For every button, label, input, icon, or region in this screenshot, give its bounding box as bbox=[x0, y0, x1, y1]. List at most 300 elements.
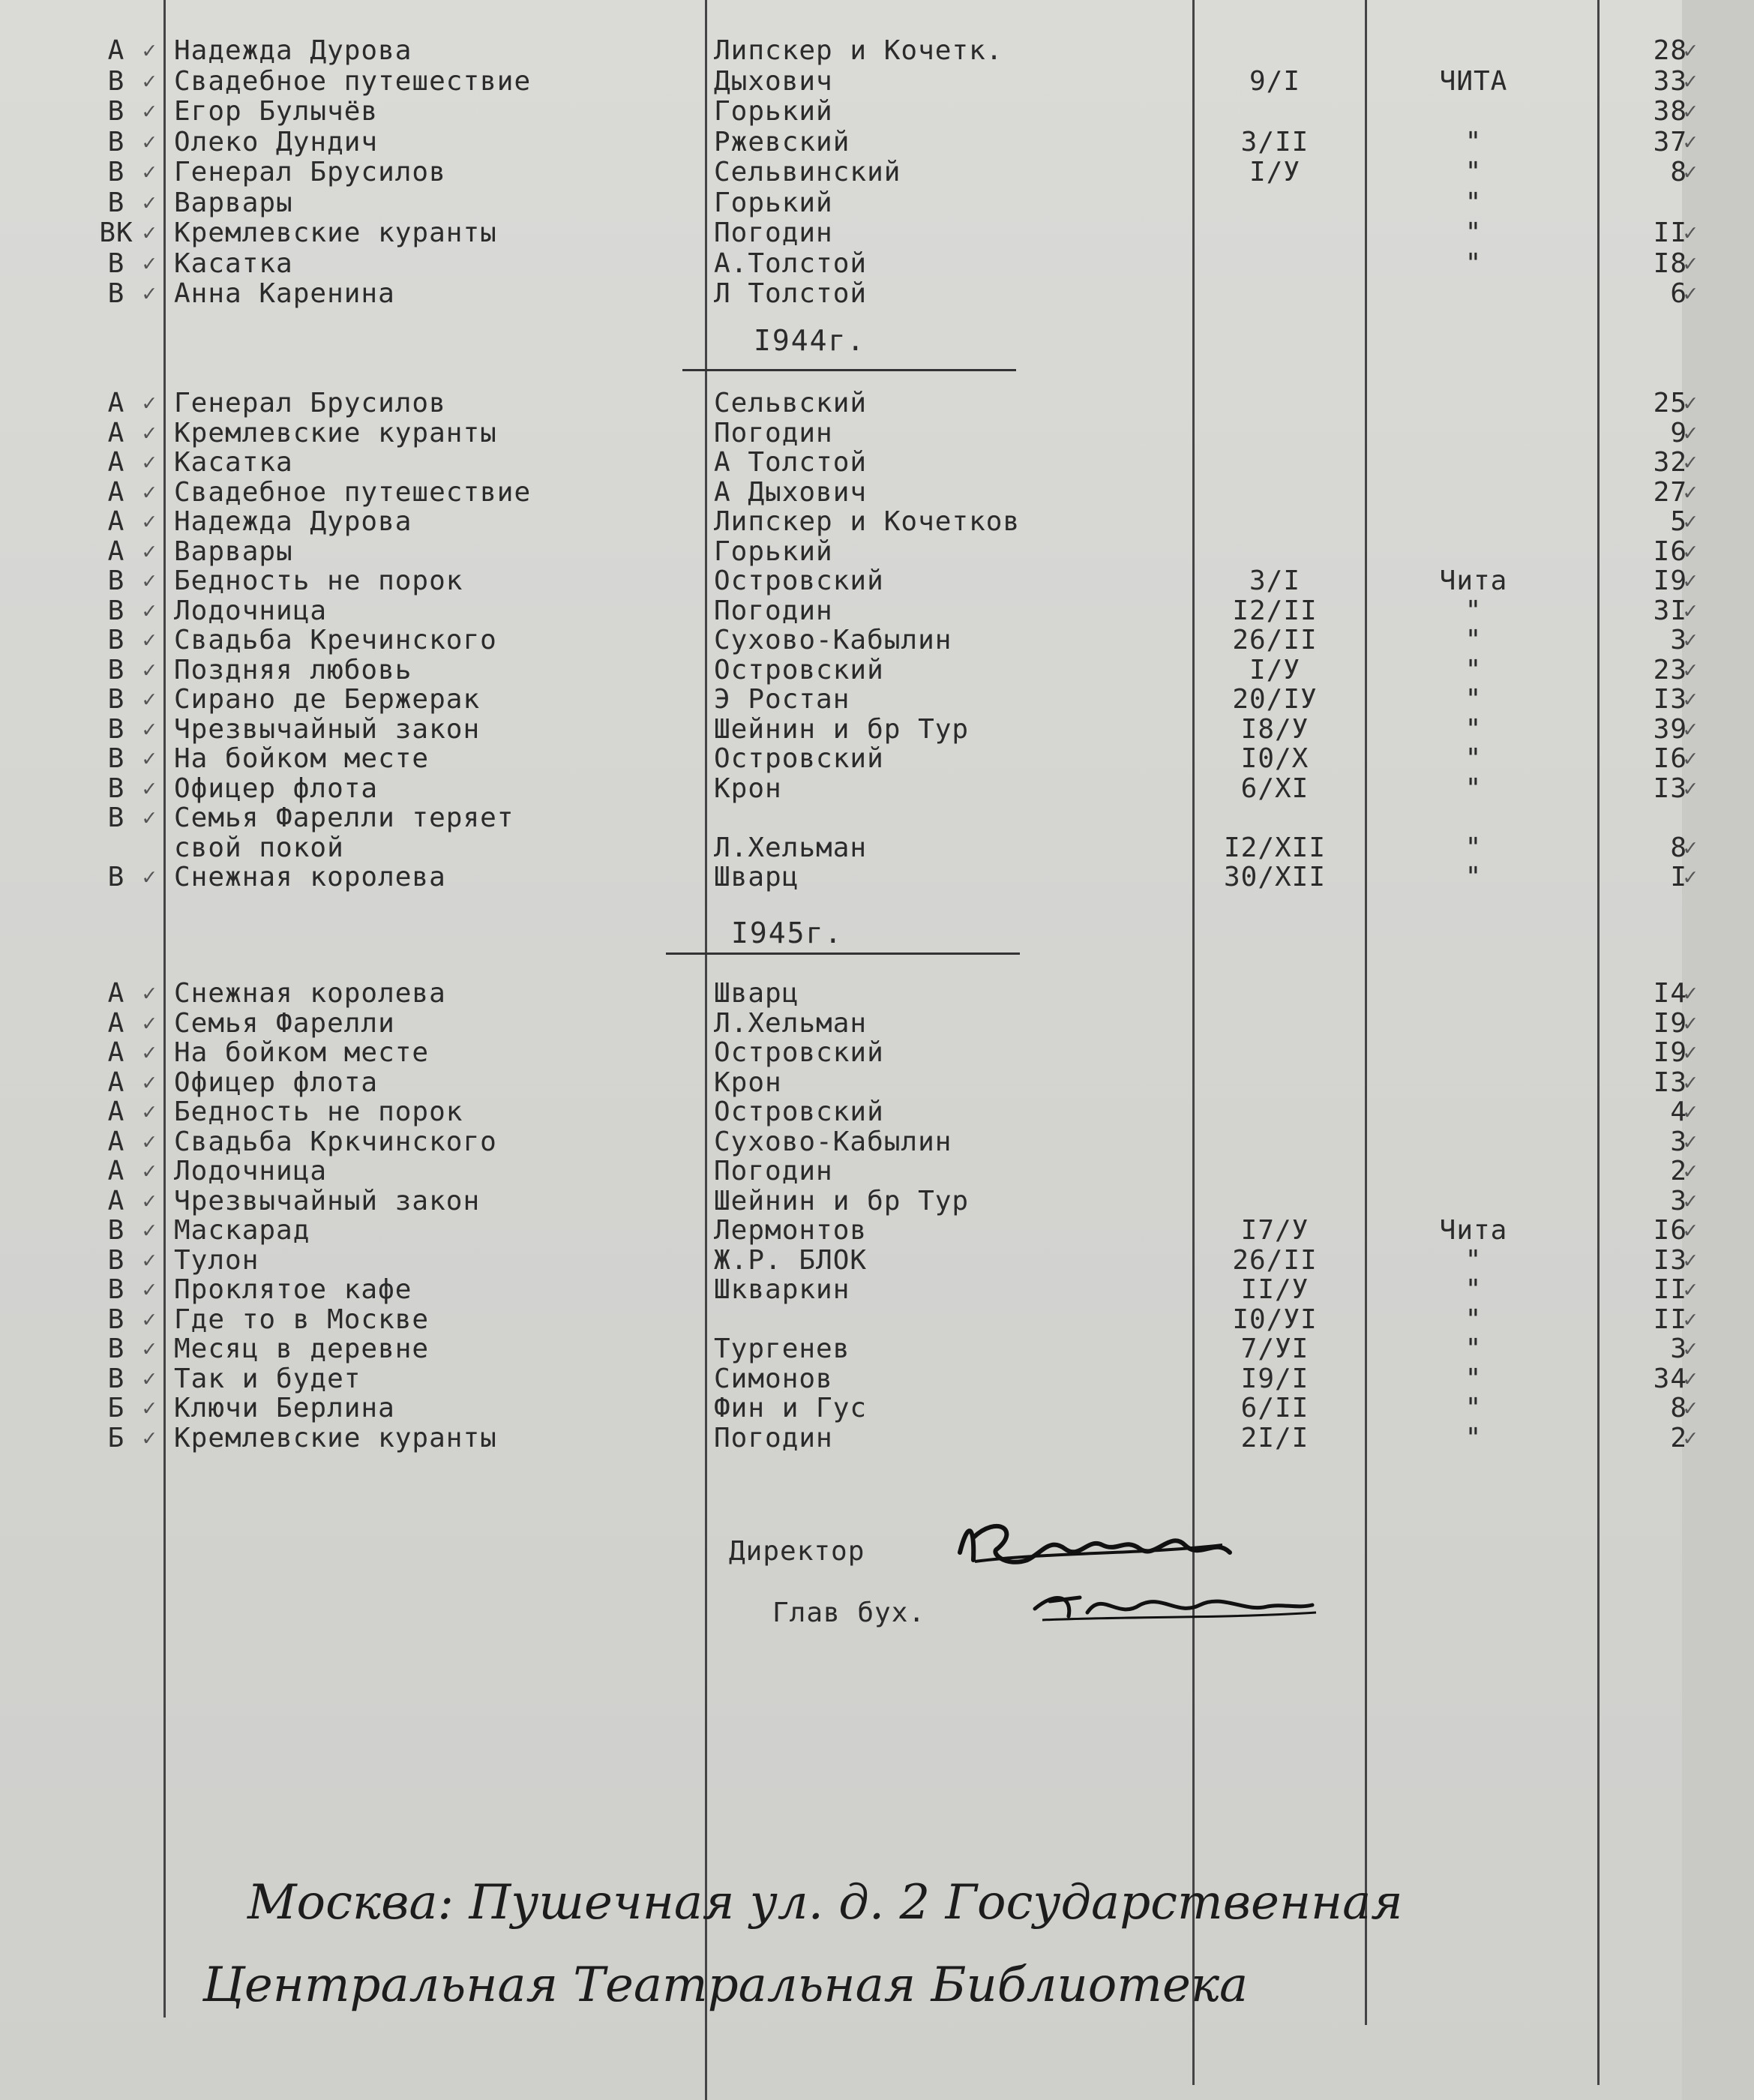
check-mark-icon: ✓ bbox=[1684, 716, 1699, 742]
check-mark-icon: ✓ bbox=[142, 1366, 157, 1392]
author-cell: Липскер и Кочетк. bbox=[714, 35, 1003, 66]
grade-cell: А bbox=[107, 1008, 125, 1039]
count-cell: I6 bbox=[1653, 1215, 1687, 1246]
grade-cell: А bbox=[107, 1037, 125, 1068]
check-mark-icon: ✓ bbox=[1684, 1425, 1699, 1451]
check-mark-icon: ✓ bbox=[142, 657, 157, 683]
check-mark-icon: ✓ bbox=[1684, 1336, 1699, 1362]
check-mark-icon: ✓ bbox=[1684, 1070, 1699, 1096]
check-mark-icon: ✓ bbox=[142, 568, 157, 594]
date-cell: 30/XII bbox=[1223, 862, 1327, 892]
grade-cell: В bbox=[107, 1215, 125, 1246]
count-cell: 2 bbox=[1670, 1423, 1687, 1454]
date-cell: I0/УI bbox=[1232, 1304, 1318, 1335]
check-mark-icon: ✓ bbox=[142, 538, 157, 565]
chief-accountant-label: Глав бух. bbox=[772, 1598, 926, 1628]
grade-cell: А bbox=[107, 388, 125, 418]
count-cell: I3 bbox=[1653, 684, 1687, 715]
count-cell: 25 bbox=[1653, 388, 1687, 418]
year-heading: I945г. bbox=[731, 916, 844, 950]
city-cell: " bbox=[1465, 248, 1483, 279]
title-cell: Анна Каренина bbox=[174, 278, 395, 309]
city-cell: " bbox=[1465, 127, 1483, 158]
author-cell: А Толстой bbox=[714, 447, 868, 478]
check-mark-icon: ✓ bbox=[1684, 420, 1699, 446]
count-cell: I9 bbox=[1653, 1008, 1687, 1039]
check-mark-icon: ✓ bbox=[142, 1425, 157, 1451]
check-mark-icon: ✓ bbox=[1684, 776, 1699, 802]
ledger-row bbox=[0, 158, 1754, 188]
check-mark-icon: ✓ bbox=[142, 716, 157, 742]
count-cell: 8 bbox=[1670, 1393, 1687, 1424]
date-cell: I8/У bbox=[1240, 714, 1309, 745]
count-cell: I3 bbox=[1653, 1245, 1687, 1276]
author-cell: Шварц bbox=[714, 978, 799, 1009]
ledger-row bbox=[0, 97, 1754, 127]
check-mark-icon: ✓ bbox=[142, 38, 157, 64]
title-cell: Сирано де Бержерак bbox=[174, 684, 481, 715]
grade-cell: В bbox=[107, 625, 125, 656]
grade-cell: А bbox=[107, 1096, 125, 1127]
count-cell: 32 bbox=[1653, 447, 1687, 478]
ledger-row bbox=[0, 1127, 1754, 1157]
author-cell: Островский bbox=[714, 1037, 884, 1068]
ledger-row bbox=[0, 1009, 1754, 1039]
grade-cell: В bbox=[107, 1304, 125, 1335]
title-cell: Свадебное путешествие bbox=[174, 477, 532, 508]
check-mark-icon: ✓ bbox=[142, 805, 157, 831]
grade-cell: В bbox=[107, 802, 125, 833]
title-cell: Генерал Брусилов bbox=[174, 388, 446, 418]
count-cell: 3 bbox=[1670, 625, 1687, 656]
ledger-row bbox=[0, 1038, 1754, 1068]
title-cell: Так и будет bbox=[174, 1364, 361, 1394]
author-cell: Крон bbox=[714, 1067, 782, 1098]
check-mark-icon: ✓ bbox=[1684, 1099, 1699, 1125]
count-cell: 38 bbox=[1653, 96, 1687, 127]
title-cell: Тулон bbox=[174, 1245, 259, 1276]
ledger-row bbox=[0, 188, 1754, 218]
ledger-row bbox=[0, 128, 1754, 158]
author-cell: Тургенев bbox=[714, 1334, 850, 1364]
check-mark-icon: ✓ bbox=[1684, 835, 1699, 861]
city-cell: " bbox=[1465, 655, 1483, 686]
count-cell: 3 bbox=[1670, 1334, 1687, 1364]
grade-cell: В bbox=[107, 1334, 125, 1364]
title-cell: Снежная королева bbox=[174, 862, 446, 892]
ledger-row bbox=[0, 656, 1754, 686]
handwritten-address-line-1: Москва: Пушечная ул. д. 2 Государственная bbox=[247, 1875, 1403, 1930]
author-cell: Шкваркин bbox=[714, 1274, 850, 1305]
date-cell: 7/УI bbox=[1240, 1334, 1309, 1364]
author-cell: Крон bbox=[714, 773, 782, 804]
count-cell: 3 bbox=[1670, 1186, 1687, 1216]
check-mark-icon: ✓ bbox=[142, 1336, 157, 1362]
title-cell: На бойком месте bbox=[174, 743, 430, 774]
grade-cell: А bbox=[107, 1156, 125, 1186]
author-cell: Сельвский bbox=[714, 388, 868, 418]
count-cell: 39 bbox=[1653, 714, 1687, 745]
grade-cell: В bbox=[107, 1245, 125, 1276]
ledger-row bbox=[0, 715, 1754, 745]
ledger-row bbox=[0, 1334, 1754, 1364]
check-mark-icon: ✓ bbox=[142, 1010, 157, 1036]
ledger-row bbox=[0, 36, 1754, 66]
grade-cell: А bbox=[107, 418, 125, 448]
grade-cell: В bbox=[107, 1274, 125, 1305]
check-mark-icon: ✓ bbox=[1684, 1276, 1699, 1303]
author-cell: Погодин bbox=[714, 596, 833, 626]
title-cell: Снежная королева bbox=[174, 978, 446, 1009]
check-mark-icon: ✓ bbox=[1684, 38, 1699, 64]
ledger-row bbox=[0, 478, 1754, 508]
author-cell: Сухово-Кабылин bbox=[714, 1126, 952, 1157]
author-cell: Липскер и Кочетков bbox=[714, 506, 1021, 537]
date-cell: 3/I bbox=[1249, 566, 1301, 596]
grade-cell: В bbox=[107, 278, 125, 309]
title-cell: Проклятое кафе bbox=[174, 1274, 412, 1305]
grade-cell: А bbox=[107, 1126, 125, 1157]
check-mark-icon: ✓ bbox=[1684, 598, 1699, 624]
title-cell: Месяц в деревне bbox=[174, 1334, 430, 1364]
city-cell: " bbox=[1465, 157, 1483, 188]
author-cell: Ржевский bbox=[714, 127, 850, 158]
grade-cell: А bbox=[107, 1186, 125, 1216]
check-mark-icon: ✓ bbox=[1684, 449, 1699, 476]
ledger-row bbox=[0, 626, 1754, 656]
title-cell: Кремлевские куранты bbox=[174, 1423, 497, 1454]
author-cell: Л.Хельман bbox=[714, 832, 868, 863]
director-label: Директор bbox=[729, 1536, 865, 1567]
grade-cell: А bbox=[107, 506, 125, 537]
title-cell: Офицер флота bbox=[174, 1067, 379, 1098]
check-mark-icon: ✓ bbox=[142, 776, 157, 802]
author-cell: Погодин bbox=[714, 1423, 833, 1454]
title-cell: Лодочница bbox=[174, 596, 328, 626]
city-cell: " bbox=[1465, 1423, 1483, 1454]
ledger-row bbox=[0, 218, 1754, 248]
date-cell: 20/IУ bbox=[1232, 684, 1318, 715]
grade-cell: В bbox=[107, 157, 125, 188]
title-cell: Поздняя любовь bbox=[174, 655, 412, 686]
title-cell: свой покой bbox=[174, 832, 344, 863]
grade-cell: А bbox=[107, 477, 125, 508]
grade-cell: А bbox=[107, 447, 125, 478]
title-cell: На бойком месте bbox=[174, 1037, 430, 1068]
ledger-row bbox=[0, 249, 1754, 279]
check-mark-icon: ✓ bbox=[1684, 1395, 1699, 1421]
ledger-row bbox=[0, 833, 1754, 863]
date-cell: 3/II bbox=[1240, 127, 1309, 158]
title-cell: Бедность не порок bbox=[174, 1096, 463, 1127]
author-cell: Э Ростан bbox=[714, 684, 850, 715]
title-cell: Свадьба Кречинского bbox=[174, 625, 497, 656]
author-cell: Сельвинский bbox=[714, 157, 901, 188]
city-cell: " bbox=[1465, 1245, 1483, 1276]
count-cell: II bbox=[1653, 1274, 1687, 1305]
grade-cell: В bbox=[107, 862, 125, 892]
title-cell: Генерал Брусилов bbox=[174, 157, 446, 188]
title-cell: Чрезвычайный закон bbox=[174, 1186, 481, 1216]
ledger-row bbox=[0, 1097, 1754, 1127]
check-mark-icon: ✓ bbox=[1684, 1247, 1699, 1274]
city-cell: " bbox=[1465, 1304, 1483, 1335]
date-cell: 9/I bbox=[1249, 66, 1301, 97]
check-mark-icon: ✓ bbox=[142, 598, 157, 624]
count-cell: 6 bbox=[1670, 278, 1687, 309]
ledger-row bbox=[0, 279, 1754, 309]
check-mark-icon: ✓ bbox=[142, 479, 157, 506]
author-cell: А.Толстой bbox=[714, 248, 868, 279]
author-cell: А Дыхович bbox=[714, 477, 868, 508]
ledger-row bbox=[0, 388, 1754, 418]
check-mark-icon: ✓ bbox=[142, 390, 157, 416]
grade-cell: В bbox=[107, 655, 125, 686]
city-cell: " bbox=[1465, 1393, 1483, 1424]
city-cell: " bbox=[1465, 1334, 1483, 1364]
title-cell: Касатка bbox=[174, 248, 293, 279]
ledger-row bbox=[0, 979, 1754, 1009]
check-mark-icon: ✓ bbox=[142, 1306, 157, 1333]
title-cell: Кремлевские куранты bbox=[174, 418, 497, 448]
count-cell: I6 bbox=[1653, 536, 1687, 567]
title-cell: Свадебное путешествие bbox=[174, 66, 532, 97]
ledger-row bbox=[0, 803, 1754, 833]
check-mark-icon: ✓ bbox=[142, 1099, 157, 1125]
check-mark-icon: ✓ bbox=[142, 220, 157, 246]
count-cell: I bbox=[1670, 862, 1687, 892]
author-cell: Горький bbox=[714, 96, 833, 127]
author-cell: Погодин bbox=[714, 418, 833, 448]
ledger-row bbox=[0, 537, 1754, 567]
grade-cell: В bbox=[107, 684, 125, 715]
date-cell: 6/II bbox=[1240, 1393, 1309, 1424]
title-cell: Ключи Берлина bbox=[174, 1393, 395, 1424]
author-cell: Горький bbox=[714, 188, 833, 218]
count-cell: I6 bbox=[1653, 743, 1687, 774]
ledger-row bbox=[0, 1394, 1754, 1424]
author-cell: Шейнин и бр Тур bbox=[714, 714, 970, 745]
author-cell: Погодин bbox=[714, 1156, 833, 1186]
date-cell: II/У bbox=[1240, 1274, 1309, 1305]
count-cell: 3I bbox=[1653, 596, 1687, 626]
check-mark-icon: ✓ bbox=[142, 190, 157, 216]
grade-cell: В bbox=[107, 714, 125, 745]
grade-cell: А bbox=[107, 1067, 125, 1098]
check-mark-icon: ✓ bbox=[1684, 1366, 1699, 1392]
ledger-row bbox=[0, 774, 1754, 804]
check-mark-icon: ✓ bbox=[142, 420, 157, 446]
title-cell: Касатка bbox=[174, 447, 293, 478]
title-cell: Семья Фарелли bbox=[174, 1008, 395, 1039]
check-mark-icon: ✓ bbox=[142, 1070, 157, 1096]
ledger-row bbox=[0, 1275, 1754, 1305]
city-cell: " bbox=[1465, 218, 1483, 248]
author-cell: Лермонтов bbox=[714, 1215, 868, 1246]
check-mark-icon: ✓ bbox=[1684, 746, 1699, 772]
count-cell: II bbox=[1653, 218, 1687, 248]
date-cell: 26/II bbox=[1232, 1245, 1318, 1276]
check-mark-icon: ✓ bbox=[142, 1217, 157, 1244]
grade-cell: В bbox=[107, 773, 125, 804]
check-mark-icon: ✓ bbox=[142, 1276, 157, 1303]
date-cell: 2I/I bbox=[1240, 1423, 1309, 1454]
count-cell: 3 bbox=[1670, 1126, 1687, 1157]
year-heading: I944г. bbox=[754, 324, 866, 357]
count-cell: 8 bbox=[1670, 832, 1687, 863]
check-mark-icon: ✓ bbox=[142, 746, 157, 772]
grade-cell: А bbox=[107, 978, 125, 1009]
check-mark-icon: ✓ bbox=[142, 980, 157, 1006]
check-mark-icon: ✓ bbox=[1684, 390, 1699, 416]
check-mark-icon: ✓ bbox=[1684, 159, 1699, 185]
check-mark-icon: ✓ bbox=[142, 1129, 157, 1155]
city-cell: ЧИТА bbox=[1439, 66, 1508, 97]
date-cell: I2/II bbox=[1232, 596, 1318, 626]
city-cell: " bbox=[1465, 596, 1483, 626]
grade-cell: В bbox=[107, 96, 125, 127]
check-mark-icon: ✓ bbox=[1684, 508, 1699, 535]
grade-cell: В bbox=[107, 743, 125, 774]
check-mark-icon: ✓ bbox=[142, 864, 157, 890]
ledger-row bbox=[0, 507, 1754, 537]
title-cell: Где то в Москве bbox=[174, 1304, 430, 1335]
grade-cell: В bbox=[107, 248, 125, 279]
title-cell: Свадьба Кркчинского bbox=[174, 1126, 497, 1157]
check-mark-icon: ✓ bbox=[142, 1247, 157, 1274]
city-cell: " bbox=[1465, 714, 1483, 745]
ledger-row bbox=[0, 1186, 1754, 1216]
title-cell: Чрезвычайный закон bbox=[174, 714, 481, 745]
check-mark-icon: ✓ bbox=[142, 1158, 157, 1184]
count-cell: I8 bbox=[1653, 248, 1687, 279]
author-cell: Дыхович bbox=[714, 66, 833, 97]
author-cell: Фин и Гус bbox=[714, 1393, 868, 1424]
grade-cell: А bbox=[107, 35, 125, 66]
author-cell: Ж.Р. БЛОК bbox=[714, 1245, 868, 1276]
grade-cell: ВК bbox=[99, 218, 133, 248]
title-cell: Олеко Дундич bbox=[174, 127, 379, 158]
check-mark-icon: ✓ bbox=[1684, 280, 1699, 307]
check-mark-icon: ✓ bbox=[142, 129, 157, 155]
city-cell: " bbox=[1465, 625, 1483, 656]
title-cell: Варвары bbox=[174, 536, 293, 567]
city-cell: " bbox=[1465, 684, 1483, 715]
ledger-row bbox=[0, 1246, 1754, 1276]
author-cell: Л.Хельман bbox=[714, 1008, 868, 1039]
grade-cell: А bbox=[107, 536, 125, 567]
check-mark-icon: ✓ bbox=[1684, 1158, 1699, 1184]
count-cell: II bbox=[1653, 1304, 1687, 1335]
author-cell: Погодин bbox=[714, 218, 833, 248]
author-cell: Симонов bbox=[714, 1364, 833, 1394]
ledger-row bbox=[0, 862, 1754, 892]
title-cell: Надежда Дурова bbox=[174, 35, 412, 66]
ledger-row bbox=[0, 418, 1754, 448]
count-cell: I3 bbox=[1653, 1067, 1687, 1098]
city-cell: " bbox=[1465, 1364, 1483, 1394]
check-mark-icon: ✓ bbox=[1684, 98, 1699, 124]
grade-cell: В bbox=[107, 127, 125, 158]
count-cell: 37 bbox=[1653, 127, 1687, 158]
date-cell: I2/XII bbox=[1223, 832, 1327, 863]
count-cell: I4 bbox=[1653, 978, 1687, 1009]
author-cell: Шварц bbox=[714, 862, 799, 892]
check-mark-icon: ✓ bbox=[142, 1188, 157, 1214]
author-cell: Островский bbox=[714, 566, 884, 596]
year-underline bbox=[682, 369, 1016, 371]
grade-cell: Б bbox=[107, 1423, 125, 1454]
ledger-row bbox=[0, 1305, 1754, 1335]
ledger-row bbox=[0, 1156, 1754, 1186]
date-cell: I0/X bbox=[1240, 743, 1309, 774]
count-cell: I9 bbox=[1653, 1037, 1687, 1068]
title-cell: Надежда Дурова bbox=[174, 506, 412, 537]
count-cell: I3 bbox=[1653, 773, 1687, 804]
author-cell: Шейнин и бр Тур bbox=[714, 1186, 970, 1216]
check-mark-icon: ✓ bbox=[1684, 220, 1699, 246]
count-cell: 2 bbox=[1670, 1156, 1687, 1186]
title-cell: Офицер флота bbox=[174, 773, 379, 804]
check-mark-icon: ✓ bbox=[142, 627, 157, 653]
date-cell: 26/II bbox=[1232, 625, 1318, 656]
city-cell: " bbox=[1465, 832, 1483, 863]
count-cell: 28 bbox=[1653, 35, 1687, 66]
count-cell: 33 bbox=[1653, 66, 1687, 97]
city-cell: " bbox=[1465, 188, 1483, 218]
ledger-row bbox=[0, 67, 1754, 97]
check-mark-icon: ✓ bbox=[142, 1395, 157, 1421]
count-cell: 8 bbox=[1670, 157, 1687, 188]
check-mark-icon: ✓ bbox=[1684, 250, 1699, 277]
count-cell: 9 bbox=[1670, 418, 1687, 448]
grade-cell: В bbox=[107, 66, 125, 97]
author-cell: Горький bbox=[714, 536, 833, 567]
ledger-row bbox=[0, 744, 1754, 774]
ledger-row bbox=[0, 1364, 1754, 1394]
ledger-row bbox=[0, 448, 1754, 478]
ledger-row bbox=[0, 596, 1754, 626]
city-cell: " bbox=[1465, 743, 1483, 774]
grade-cell: В bbox=[107, 596, 125, 626]
check-mark-icon: ✓ bbox=[1684, 568, 1699, 594]
check-mark-icon: ✓ bbox=[1684, 1010, 1699, 1036]
count-cell: 4 bbox=[1670, 1096, 1687, 1127]
check-mark-icon: ✓ bbox=[1684, 538, 1699, 565]
grade-cell: В bbox=[107, 1364, 125, 1394]
city-cell: Чита bbox=[1439, 1215, 1508, 1246]
grade-cell: В bbox=[107, 566, 125, 596]
ledger-row bbox=[0, 1424, 1754, 1454]
check-mark-icon: ✓ bbox=[1684, 1217, 1699, 1244]
check-mark-icon: ✓ bbox=[142, 250, 157, 277]
title-cell: Варвары bbox=[174, 188, 293, 218]
ledger-row bbox=[0, 1216, 1754, 1246]
check-mark-icon: ✓ bbox=[1684, 68, 1699, 94]
check-mark-icon: ✓ bbox=[1684, 657, 1699, 683]
date-cell: I/У bbox=[1249, 157, 1301, 188]
count-cell: I9 bbox=[1653, 566, 1687, 596]
date-cell: I/У bbox=[1249, 655, 1301, 686]
check-mark-icon: ✓ bbox=[142, 449, 157, 476]
author-cell: Сухово-Кабылин bbox=[714, 625, 952, 656]
count-cell: 34 bbox=[1653, 1364, 1687, 1394]
author-cell: Островский bbox=[714, 655, 884, 686]
count-cell: 5 bbox=[1670, 506, 1687, 537]
date-cell: I7/У bbox=[1240, 1215, 1309, 1246]
city-cell: Чита bbox=[1439, 566, 1508, 596]
check-mark-icon: ✓ bbox=[142, 159, 157, 185]
